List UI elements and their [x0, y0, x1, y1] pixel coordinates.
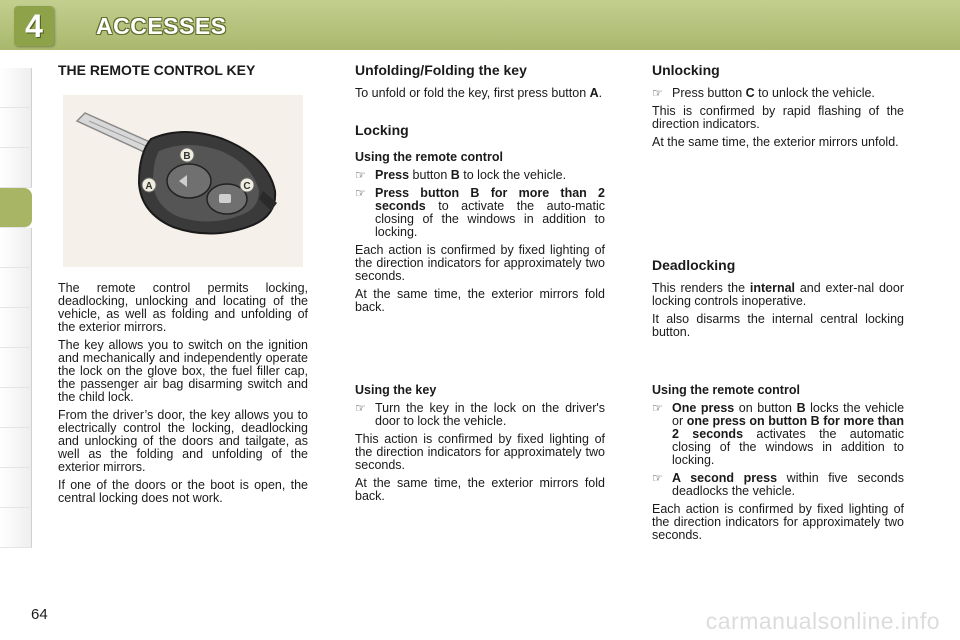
deadlock-remote-section [652, 384, 904, 547]
text: and exter-nal door locking controls inoperative. [652, 281, 904, 308]
sidebar-tab[interactable] [0, 428, 32, 468]
button-ref: A [589, 86, 599, 100]
watermark: carmanualsonline.info [705, 608, 940, 634]
paragraph: Each action is confirmed by fixed lighting of the direction indicators for approximately two seconds. [652, 502, 904, 542]
text: to lock the vehicle. [459, 168, 567, 182]
remote-key-svg [63, 95, 303, 267]
unfold-text [355, 87, 605, 100]
text: button [409, 168, 451, 182]
sidebar-tab[interactable] [0, 468, 32, 508]
unfold-end: . [598, 86, 603, 100]
chapter-header [0, 0, 960, 50]
button-ref: B [450, 168, 460, 182]
paragraph: The remote control permits locking, deadlocking, unlocking and locating of the vehicle, as well as folding and unfolding of the exterior mirrors. [58, 281, 308, 334]
bullet-text [672, 87, 904, 100]
bullet-text [375, 169, 605, 182]
bold-text: A second press [672, 471, 778, 485]
unfold-title: Unfolding/Folding the key [355, 62, 527, 78]
bullet-item [355, 187, 605, 239]
bullet-item [652, 87, 904, 100]
label-b: B [183, 151, 191, 162]
sidebar-tab[interactable] [0, 68, 32, 108]
remote-control-text [58, 282, 308, 510]
page-number: 64 [31, 606, 48, 623]
text: This renders the [652, 281, 750, 295]
locking-title: Locking [355, 122, 409, 138]
bullet-item [355, 402, 605, 428]
bullet-text [672, 402, 904, 467]
sidebar-tab[interactable] [0, 508, 32, 548]
bullet-item [355, 169, 605, 182]
bullet-text [672, 472, 904, 498]
bold-text: Press [375, 168, 410, 182]
bold-text: Press button B for more than 2 seconds [375, 186, 605, 213]
bold-text: internal [749, 281, 796, 295]
button-ref: B [796, 401, 806, 415]
paragraph: At the same time, the exterior mirrors fold back. [355, 287, 605, 314]
paragraph: It also disarms the internal central locking button. [652, 312, 904, 339]
bullet-item [652, 472, 904, 498]
text: locks the vehicle or [672, 401, 905, 428]
text: on button [734, 401, 797, 415]
bold-text: one press on button B for more than 2 seconds [672, 414, 904, 441]
paragraph: From the driver’s door, the key allows you to electrically control the locking, deadlocking and unlocking of the doors and tailgate, as well as the folding and unfolding of the exterior mirrors. [58, 408, 308, 474]
label-a: A [145, 181, 153, 192]
pointing-hand-icon: ☞ [355, 186, 366, 200]
sidebar-tab[interactable] [0, 348, 32, 388]
text: to unlock the vehicle. [754, 86, 875, 100]
button-ref: C [745, 86, 755, 100]
bold-text: One press [672, 401, 735, 415]
sidebar-tab[interactable] [0, 228, 32, 268]
sidebar-tab[interactable] [0, 148, 32, 188]
paragraph: The key allows you to switch on the ignition and mechanically and independently operate the lock on the glove box, the fuel filler cap, the passenger air bag disarming switch and the child lock. [58, 338, 308, 404]
section-title: THE REMOTE CONTROL KEY [58, 62, 256, 78]
sidebar-tab[interactable] [0, 268, 32, 308]
remote-control-column [58, 64, 308, 87]
text: activates the automatic closing of the windows in addition to locking. [672, 427, 904, 467]
paragraph: This action is confirmed by fixed lighting of the direction indicators for approximately two seconds. [355, 432, 605, 472]
paragraph: If one of the doors or the boot is open, the central locking does not work. [58, 478, 308, 505]
unfold-text-part: To unfold or fold the key, first press button [355, 86, 587, 100]
unlocking-title: Unlocking [652, 62, 720, 78]
key-locking-section [355, 384, 605, 508]
paragraph: Each action is confirmed by fixed lighting of the direction indicators for approximately two seconds. [355, 243, 605, 283]
chapter-tabs-sidebar [0, 68, 32, 548]
key-blade-groove [89, 121, 153, 149]
sidebar-tab[interactable] [0, 388, 32, 428]
remote-key-illustration [63, 95, 303, 267]
button-lock [167, 164, 211, 198]
unlocking-column [652, 64, 904, 154]
paragraph: At the same time, the exterior mirrors unfold. [652, 135, 899, 149]
remote-subtitle: Using the remote control [652, 383, 800, 397]
pointing-hand-icon: ☞ [355, 401, 366, 415]
pointing-hand-icon: ☞ [652, 86, 663, 100]
text: to activate the auto-matic closing of the windows in addition to locking. [375, 199, 605, 239]
bullet-text [375, 187, 605, 239]
paragraph [652, 282, 904, 308]
paragraph: At the same time, the exterior mirrors fold back. [355, 476, 605, 503]
label-c: C [243, 181, 251, 192]
deadlocking-section [652, 259, 904, 344]
locking-column [355, 64, 605, 319]
remote-subtitle: Using the remote control [355, 150, 503, 164]
pointing-hand-icon: ☞ [652, 401, 663, 415]
deadlocking-title: Deadlocking [652, 257, 736, 273]
pointing-hand-icon: ☞ [652, 471, 663, 485]
sidebar-tab[interactable] [0, 308, 32, 348]
chapter-title: ACCESSES [96, 13, 227, 39]
key-subtitle: Using the key [355, 383, 437, 397]
pointing-hand-icon: ☞ [355, 168, 366, 182]
chapter-number: 4 [25, 8, 43, 44]
unlock-symbol-icon [219, 194, 231, 203]
paragraph: This is confirmed by rapid flashing of the direction indicators. [652, 104, 904, 131]
bullet-item [652, 402, 904, 467]
text: Press button [672, 86, 746, 100]
sidebar-tab-active[interactable] [0, 188, 32, 228]
text: within five seconds deadlocks the vehicle. [672, 471, 904, 498]
sidebar-tab[interactable] [0, 108, 32, 148]
bullet-text: Turn the key in the lock on the driver's door to lock the vehicle. [375, 401, 605, 428]
